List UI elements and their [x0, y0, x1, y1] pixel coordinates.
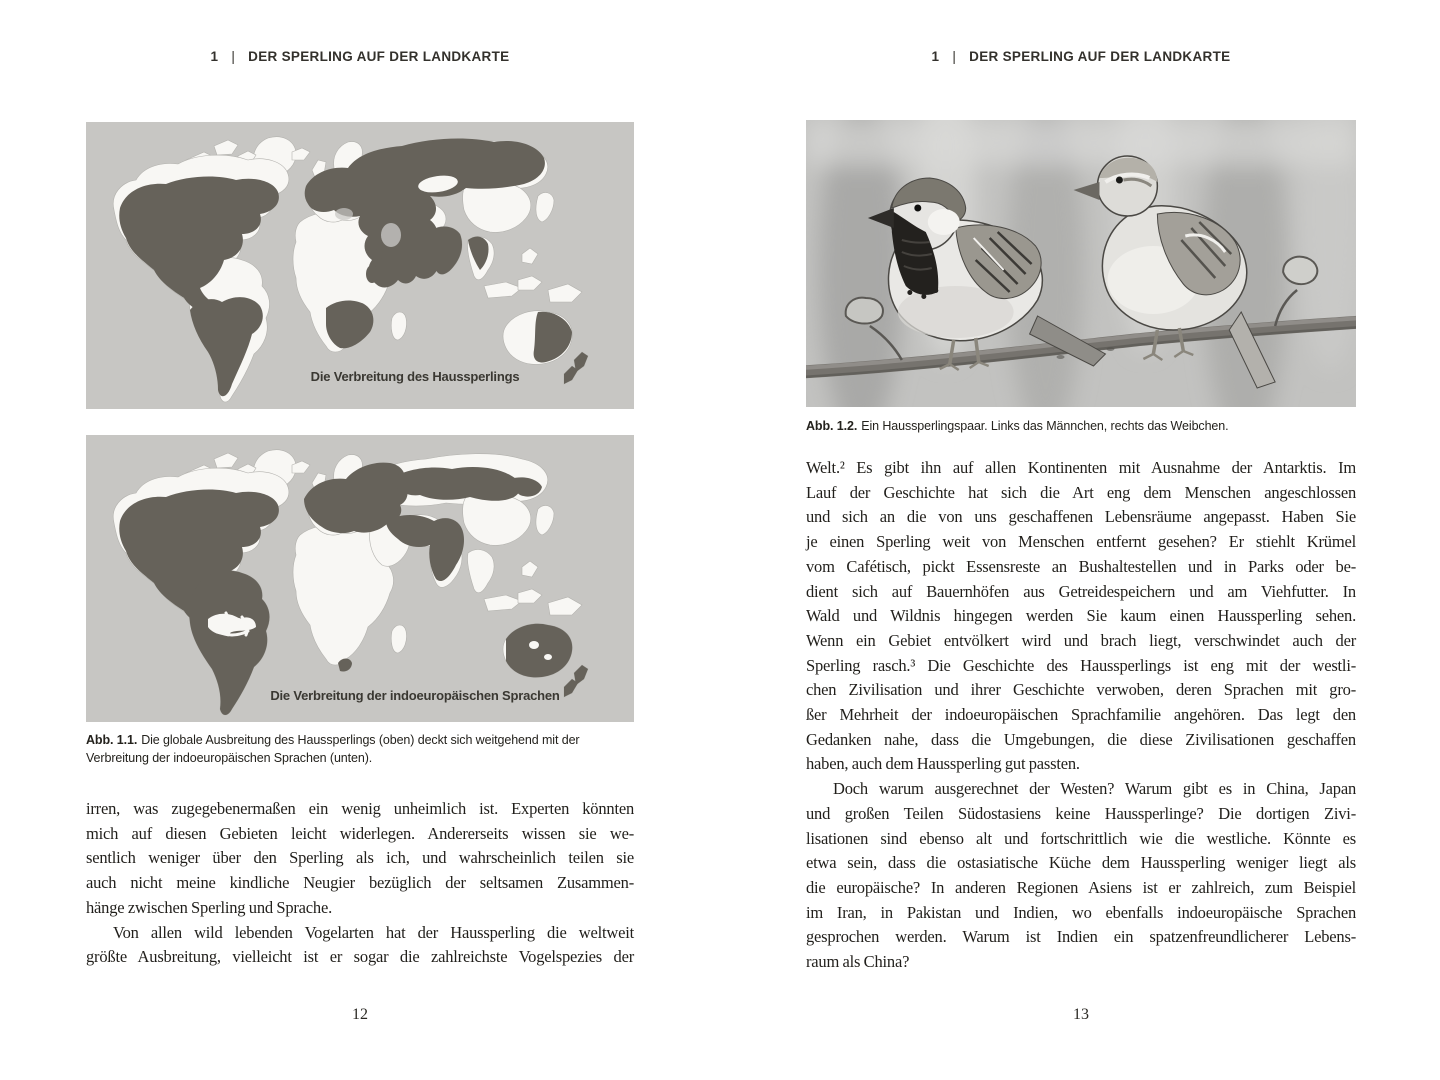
sparrow-pair-drawing	[806, 120, 1356, 407]
text-line: je einen Sperling weit von Menschen entfernt gesehen? Er stiehlt Krümel	[806, 532, 1356, 552]
figure-caption-1-1	[86, 731, 634, 767]
text-line: größte Ausbreitung, vielleicht ist er sogar die zahlreichste Vogelspezies der	[86, 947, 634, 967]
text-line: Gedanken nahe, dass die Umgebungen, die diese Zivilisationen geschaffen	[806, 729, 1356, 749]
chapter-number: 1	[931, 49, 940, 64]
figure-label: Abb. 1.1.	[86, 733, 138, 747]
map-caption: Die Verbreitung des Haussperlings	[310, 369, 520, 384]
world-map-languages	[86, 435, 634, 722]
right-page-body-text	[806, 456, 1356, 975]
page-number-left: 12	[352, 1006, 368, 1023]
text-line: Welt.² Es gibt ihn auf allen Kontinenten mit Ausnahme der Antarktis. Im	[806, 458, 1356, 477]
text-line: und großen Teilen Südostasiens keine Haussperlinge? Die dortigen Zivi-	[806, 803, 1356, 823]
text-line: sentlich weniger über den Sperling als ich, und wahrscheinlich teilen sie	[86, 848, 634, 868]
text-line: Doch warum ausgerechnet der Westen? Warum gibt es in China, Japan	[833, 779, 1356, 799]
text-line: dient sich auf Bauernhöfen aus Getreidespeichern und am Viehfutter. In	[806, 581, 1356, 601]
text-line: Von allen wild lebenden Vogelarten hat der Haussperling die weltweit	[113, 922, 634, 942]
text-line: irren, was zugegebenermaßen ein wenig unheimlich ist. Experten könnten	[86, 799, 634, 818]
left-page-body-text	[86, 797, 634, 970]
text-line: lisationen sind ebenso alt und fortschrittlich wie die westliche. Könnte es	[806, 828, 1356, 848]
text-line: haben, auch dem Haussperling gut passten.	[806, 754, 1080, 774]
figure-caption-text: Die globale Ausbreitung des Haussperlings (oben) deckt sich weitgehend mit der Verbreitung der indoeuropäischen Sprachen (unten).	[86, 733, 580, 765]
text-line: Wald und Wildnis hingegen werden Sie kaum einen Haussperling sehen.	[806, 606, 1356, 626]
text-line: im Iran, in Pakistan und Indien, wo ebenfalls indoeuropäische Sprachen	[806, 902, 1356, 922]
chapter-number: 1	[210, 49, 219, 64]
text-line: raum als China?	[806, 952, 910, 972]
figure-label: Abb. 1.2.	[806, 419, 858, 433]
text-line: die europäische? In anderen Regionen Asiens ist er zahlreich, zum Beispiel	[806, 877, 1356, 897]
page-number-right: 13	[1073, 1006, 1089, 1023]
text-line: auch nicht meine kindliche Neugier bezüglich der seltsamen Zusammen-	[86, 873, 634, 893]
running-header-left	[86, 49, 634, 64]
text-line: mich auf diesen Gebieten leicht widerlegen. Andererseits wissen sie we-	[86, 823, 634, 843]
map-caption: Die Verbreitung der indoeuropäischen Sprachen	[270, 688, 560, 703]
header-divider: |	[952, 49, 957, 64]
text-line: Wenn ein Gebiet entvölkert wird und brach liegt, verschwindet auch der	[806, 630, 1356, 650]
sparrow-pair-illustration	[806, 120, 1356, 407]
figure-caption-1-2	[806, 417, 1356, 435]
text-line: Sperling rasch.³ Die Geschichte des Haussperlings ist eng mit der westli-	[806, 655, 1356, 675]
text-line: hänge zwischen Sperling und Sprache.	[86, 897, 333, 917]
text-line: chen Zivilisation und ihrer Geschichte verwoben, deren Sprachen mit gro-	[806, 680, 1356, 700]
text-line: vom Cafétisch, pickt Essensreste an Bushaltestellen und in Parks oder be-	[806, 556, 1356, 576]
text-line: etwa sein, dass die ostasiatische Küche dem Haussperling weniger liegt als	[806, 853, 1356, 873]
header-divider: |	[231, 49, 236, 64]
text-line: gesprochen werden. Warum ist Indien ein spatzenfreundlicherer Lebens-	[806, 927, 1356, 947]
sparrow-distribution-map	[86, 122, 634, 409]
world-map-sparrow	[86, 122, 634, 409]
text-line: ßer Mehrheit der indoeuropäischen Sprachfamilie angehören. Das legt den	[806, 705, 1356, 725]
text-line: Lauf der Geschichte hat sich die Art eng dem Menschen angeschlossen	[806, 482, 1356, 502]
language-distribution-map	[86, 435, 634, 722]
chapter-title: DER SPERLING AUF DER LANDKARTE	[969, 49, 1231, 64]
chapter-title: DER SPERLING AUF DER LANDKARTE	[248, 49, 510, 64]
text-line: und sich an die von uns geschaffenen Lebensräume angepasst. Haben Sie	[806, 507, 1356, 527]
figure-caption-text: Ein Haussperlingspaar. Links das Männchen, rechts das Weibchen.	[861, 419, 1229, 433]
running-header-right	[806, 49, 1356, 64]
